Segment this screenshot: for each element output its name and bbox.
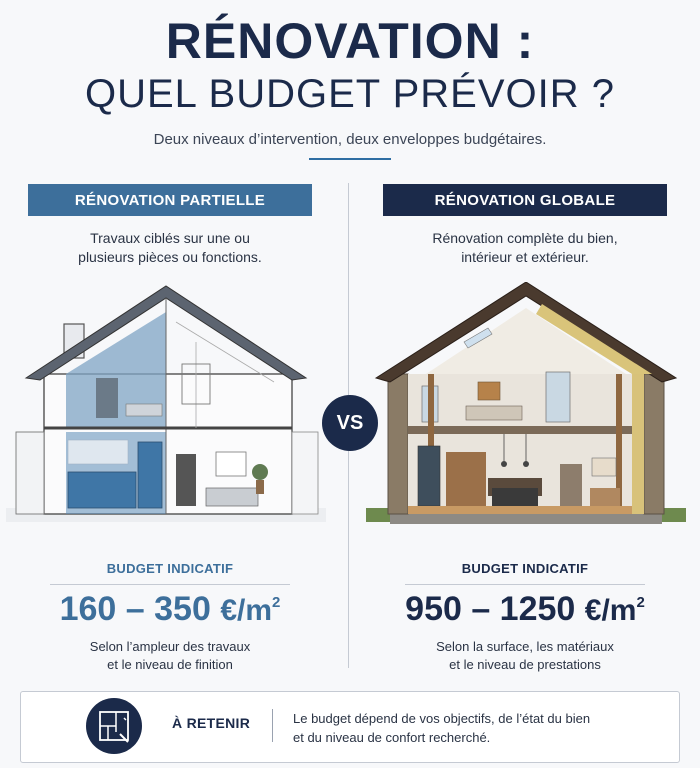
global-price-range: 950 – 1250 [405, 590, 576, 628]
takeaway-text [293, 709, 663, 747]
partial-budget-label: BUDGET INDICATIF [106, 561, 234, 576]
global-note-line1: Selon la surface, les matériaux [436, 639, 614, 654]
takeaway-label: À RETENIR [172, 715, 251, 731]
global-renovation-description [380, 229, 670, 267]
partial-renovation-description [25, 229, 315, 267]
partial-price-unit: €/m [220, 594, 273, 627]
global-description-line1: Rénovation complète du bien, [432, 230, 618, 246]
partial-price [10, 590, 330, 629]
global-renovation-house-illustration [366, 282, 686, 552]
page-title-question: QUEL BUDGET PRÉVOIR ? [84, 72, 616, 116]
global-price-unit: €/m [584, 594, 637, 627]
takeaway-separator [272, 709, 273, 742]
partial-description-line2: plusieurs pièces ou fonctions. [78, 249, 262, 265]
page-subtitle: Deux niveaux d’intervention, deux enveloppes budgétaires. [153, 131, 547, 148]
global-budget-rule [405, 584, 645, 585]
subtitle-underline [309, 158, 391, 160]
blueprint-icon [86, 698, 142, 754]
versus-badge: VS [322, 395, 378, 451]
global-note-line2: et le niveau de prestations [449, 657, 601, 672]
partial-note [20, 638, 320, 674]
global-budget-label: BUDGET INDICATIF [461, 561, 589, 576]
partial-renovation-house-illustration [6, 282, 326, 552]
global-price [365, 590, 685, 629]
global-note [375, 638, 675, 674]
global-price-exponent: 2 [636, 594, 645, 611]
takeaway-text-line2: et du niveau de confort recherché. [293, 730, 491, 745]
partial-price-exponent: 2 [272, 594, 281, 611]
partial-renovation-banner: RÉNOVATION PARTIELLE [28, 184, 312, 216]
page-title: RÉNOVATION : [165, 13, 535, 69]
global-description-line2: intérieur et extérieur. [461, 249, 589, 265]
partial-note-line1: Selon l’ampleur des travaux [89, 639, 251, 654]
partial-note-line2: et le niveau de finition [107, 657, 233, 672]
global-renovation-banner: RÉNOVATION GLOBALE [383, 184, 667, 216]
partial-budget-rule [50, 584, 290, 585]
partial-description-line1: Travaux ciblés sur une ou [90, 230, 250, 246]
partial-price-range: 160 – 350 [59, 590, 211, 628]
takeaway-text-line1: Le budget dépend de vos objectifs, de l’état du bien [293, 711, 591, 726]
